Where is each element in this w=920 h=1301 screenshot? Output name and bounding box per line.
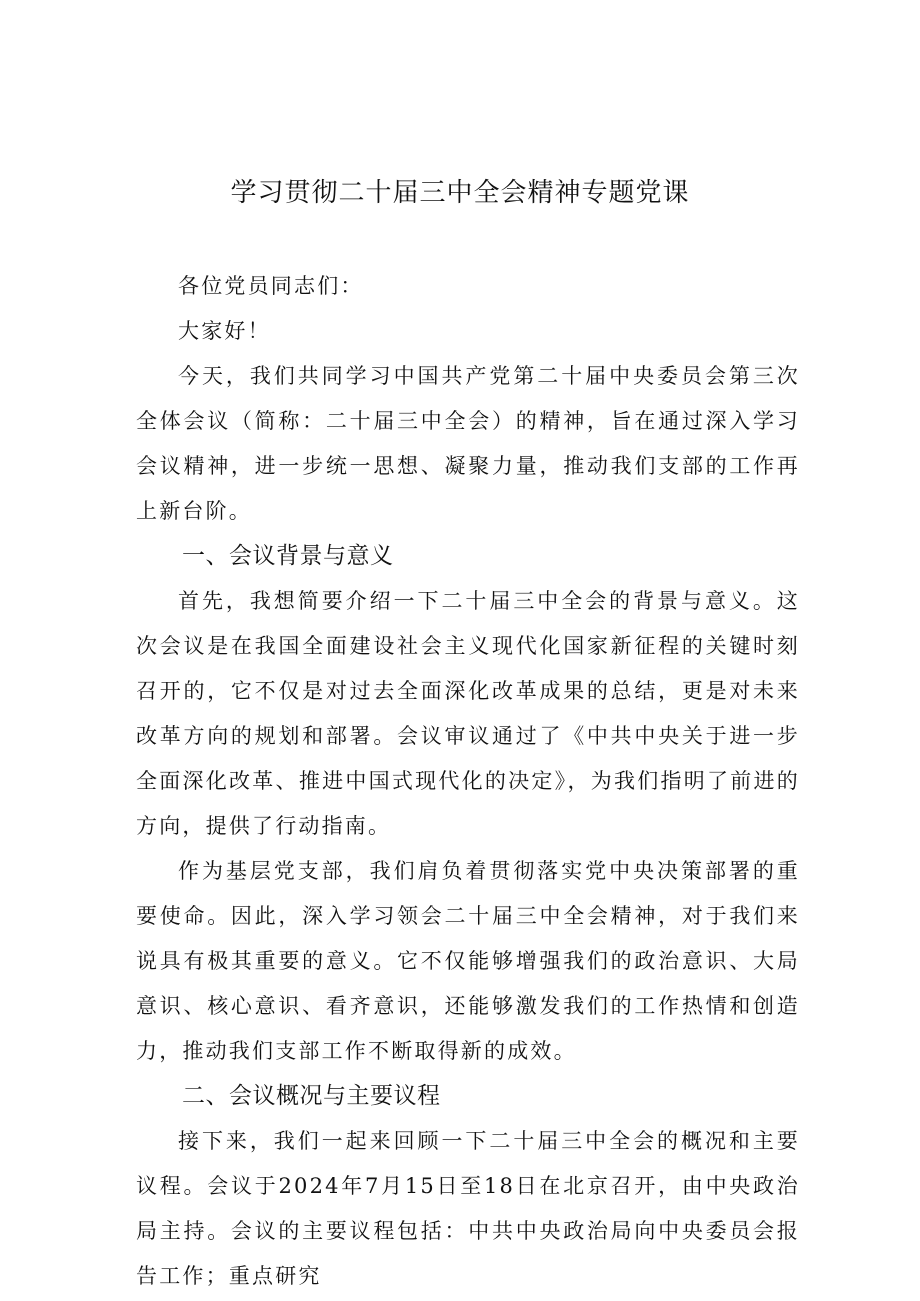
section-heading: 二、会议概况与主要议程 (182, 1083, 441, 1109)
section-heading: 一、会议背景与意义 (182, 543, 394, 569)
document-body (136, 264, 800, 1299)
salutation: 各位党员同志们： (178, 274, 364, 298)
body-paragraph: 首先，我想简要介绍一下二十届三中全会的背景与意义。这次会议是在我国全面建设社会主义现代化国家新征程的关键时刻召开的，它不仅是对过去全面深化改革成果的总结，更是对未来改革方向的规划和部署。会议审议通过了《中共中央关于进一步全面深化改革、推进中国式现代化的决定》，为我们指明了前进的方向，提供了行动指南。 (136, 589, 800, 838)
body-paragraph: 接下来，我们一起来回顾一下二十届三中全会的概况和主要议程。会议于2024年7月15日至18日在北京召开，由中央政治局主持。会议的主要议程包括：中共中央政治局向中央委员会报告工作；重点研究 (136, 1129, 800, 1288)
body-paragraph: 作为基层党支部，我们肩负着贯彻落实党中央决策部署的重要使命。因此，深入学习领会二十届三中全会精神，对于我们来说具有极其重要的意义。它不仅能够增强我们的政治意识、大局意识、核心意识、看齐意识，还能够激发我们的工作热情和创造力，推动我们支部工作不断取得新的成效。 (136, 859, 800, 1063)
document-title: 学习贯彻二十届三中全会精神专题党课 (230, 178, 690, 208)
greeting: 大家好！ (178, 319, 271, 343)
intro-paragraph: 今天，我们共同学习中国共产党第二十届中央委员会第三次全体会议（简称：二十届三中全会）的精神，旨在通过深入学习会议精神，进一步统一思想、凝聚力量，推动我们支部的工作再上新台阶。 (136, 364, 800, 523)
